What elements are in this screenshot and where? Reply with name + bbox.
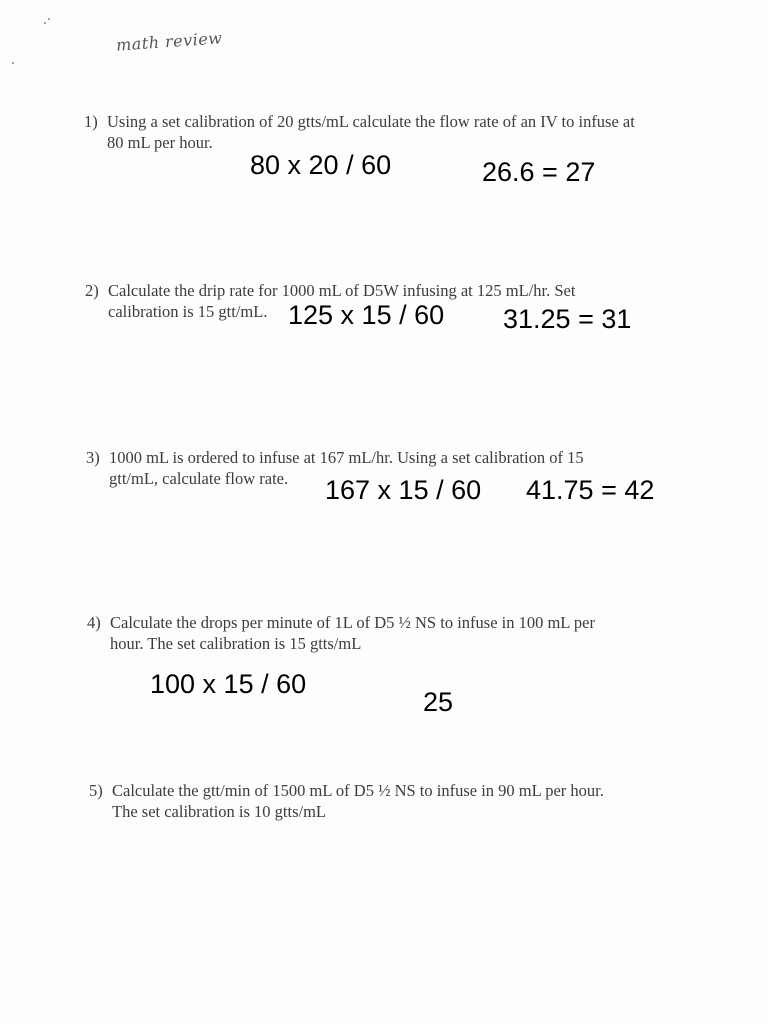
question-number: 5) (89, 781, 103, 800)
question-number: 1) (84, 112, 98, 131)
question-text-line1: Calculate the gtt/min of 1500 mL of D5 ½ NS to infuse in 90 mL per hour. (112, 781, 604, 800)
answer-value: 26.6 = 27 (482, 157, 596, 187)
work-calculation: 167 x 15 / 60 (325, 475, 482, 505)
answer-value: 31.25 = 31 (503, 304, 632, 334)
work-calculation: 80 x 20 / 60 (250, 150, 392, 180)
question-text-line2: 80 mL per hour. (107, 133, 213, 152)
question-text-line2: calibration is 15 gtt/mL. (108, 302, 268, 321)
handwritten-title: math review (115, 28, 224, 55)
question-number: 3) (86, 448, 100, 467)
speck-mark (44, 22, 46, 24)
question-number: 2) (85, 281, 99, 300)
speck-mark (12, 62, 14, 64)
question-text-line2: The set calibration is 10 gtts/mL (112, 802, 327, 821)
question-5 (89, 780, 689, 822)
answer-value: 41.75 = 42 (526, 475, 655, 505)
question-text-line2: gtt/mL, calculate flow rate. (109, 469, 289, 488)
question-1 (84, 111, 684, 153)
work-calculation: 100 x 15 / 60 (150, 669, 307, 699)
question-text-line1: Calculate the drip rate for 1000 mL of D5W infusing at 125 mL/hr. Set (108, 281, 576, 300)
question-number: 4) (87, 613, 101, 632)
speck-mark (48, 18, 50, 20)
question-4 (87, 612, 667, 654)
question-text-line2: hour. The set calibration is 15 gtts/mL (110, 634, 362, 653)
work-calculation: 125 x 15 / 60 (288, 300, 445, 330)
question-text-line1: Calculate the drops per minute of 1L of D5 ½ NS to infuse in 100 mL per (110, 613, 595, 632)
question-text-line1: 1000 mL is ordered to infuse at 167 mL/hr. Using a set calibration of 15 (109, 448, 584, 467)
answer-value: 25 (423, 687, 454, 717)
question-text-line1: Using a set calibration of 20 gtts/mL calculate the flow rate of an IV to infuse at (107, 112, 635, 131)
